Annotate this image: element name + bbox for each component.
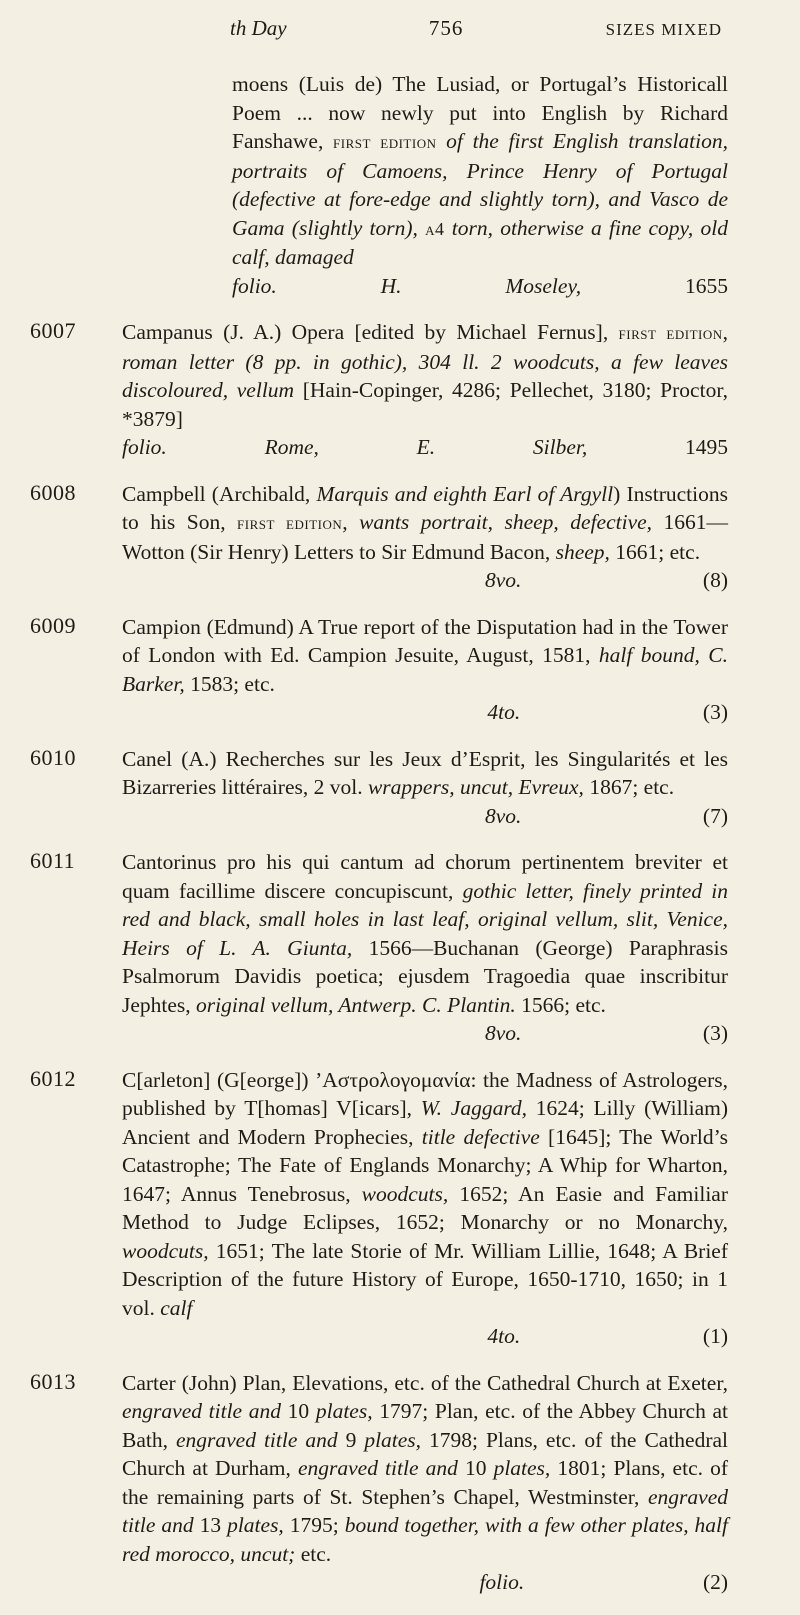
catalogue-entries <box>0 70 800 1615</box>
entry-text-run: 1652; An Easie and Familiar Method to Judge Eclipses, 1652; Monarchy or no Monarchy, <box>122 1181 729 1234</box>
entry-text-run: ) Instructions to his Son, <box>122 481 728 534</box>
entry-text-run: plates, <box>493 1456 551 1480</box>
entry-text-run: [Hain-Copinger, 4286; Pellechet, 3180; Proctor, *3879] <box>122 378 728 431</box>
entry-text-run: first edition <box>618 323 723 343</box>
entry-format-line <box>122 802 728 831</box>
entry-text-run: wrappers, uncut, Evreux, <box>367 775 584 799</box>
entry-text-run: Marquis and eighth Earl of Argyll <box>316 481 614 506</box>
lot-number: 6012 <box>30 1065 76 1091</box>
entry-text-run: W. Jaggard, <box>420 1096 528 1120</box>
entry-text-run: Campbell (Archibald, <box>122 481 317 506</box>
lot-number: 6007 <box>30 318 76 343</box>
format-imprint <box>122 1324 305 1348</box>
entry-text-run: 1583; etc. <box>184 671 275 696</box>
entry-text-run: 1797; Plan, etc. of the Abbey Church at Bath, <box>122 1399 729 1452</box>
entry-text-run: woodcuts, <box>361 1181 449 1206</box>
lot-number: 6013 <box>30 1368 76 1394</box>
format-size: 4to. <box>487 1324 521 1348</box>
page-header <box>230 16 722 41</box>
format-imprint <box>122 1570 301 1594</box>
format-size: 4to. <box>487 700 521 724</box>
entry-text-run: 1801; Plans, etc. of the remaining parts of St. Stephen’s Chapel, Westminster, <box>122 1456 728 1509</box>
entry-text-run: engraved title and <box>122 1484 728 1537</box>
lot-number: 6008 <box>30 479 76 505</box>
entry-format-line <box>122 566 728 595</box>
entry-text-run: engraved title and <box>175 1427 338 1452</box>
page-number: 756 <box>428 16 464 40</box>
entry-text-run: engraved title and <box>297 1456 458 1480</box>
entry-text-run: title defective <box>421 1124 540 1149</box>
catalogue-entry <box>0 1066 800 1351</box>
format-imprint <box>122 568 304 592</box>
format-imprint: folio. <box>232 273 277 298</box>
entry-text-run: plates, <box>227 1513 284 1537</box>
entry-description <box>122 745 728 831</box>
entry-text-run: 1566—Buchanan (George) Paraphrasis Psalmorum Davidis poetica; ejusdem Tragoedia quae inscribitur Jephtes, <box>122 935 728 1017</box>
format-count: 1655 <box>685 273 728 298</box>
entry-description <box>122 1066 728 1351</box>
format-size: H. Moseley, <box>380 273 582 298</box>
format-count: (1) <box>702 1324 728 1348</box>
format-imprint <box>122 700 305 724</box>
entry-format-line <box>232 272 728 301</box>
entry-text-run: Campanus (J. A.) Opera [edited by Michael Fernus], <box>122 320 619 344</box>
entry-text-run: Campion (Edmund) A True report of the Disputation had in the Tower of London with Ed. Campion Jesuite, August, 1581, <box>122 614 728 667</box>
running-head: th Day <box>230 16 287 40</box>
catalogue-entry <box>0 745 800 831</box>
entry-text-run: 1867; etc. <box>583 775 675 799</box>
entry-text-run: 1661; etc. <box>609 539 701 564</box>
format-count: (7) <box>702 803 728 828</box>
entry-text-run: Cantorinus pro his qui cantum ad chorum pertinentem breviter et quam facillime discere concupiscunt, <box>122 850 728 903</box>
lot-number: 6009 <box>30 612 76 638</box>
entry-text-run: C[arleton] (G[eorge]) ’Αστρολογομανία: the Madness of Astrologers, published by T[homas] V[icars], <box>122 1067 728 1120</box>
entry-text-run: 10 <box>457 1456 494 1480</box>
catalogue-entry <box>0 1369 800 1597</box>
entry-text-run: [1645]; The World’s Catastrophe; The Fate of Englands Monarchy; A Whip for Wharton, 1647; Annus Tenebrosus, <box>122 1124 728 1206</box>
entry-text-run: 13 <box>193 1513 228 1537</box>
entry-text-run: woodcuts, <box>122 1238 209 1263</box>
entry-text-run: 10 <box>281 1399 316 1423</box>
entry-description <box>122 848 728 1048</box>
entry-text-run: first edition <box>333 132 437 152</box>
entry-format-line <box>122 698 728 727</box>
catalogue-entry <box>0 613 800 727</box>
entry-description <box>122 613 728 727</box>
entry-text-run: 1795; <box>283 1513 345 1537</box>
lot-number: 6011 <box>30 848 76 873</box>
entry-format-line <box>122 1322 728 1351</box>
entry-format-line <box>122 433 728 462</box>
entry-text-run: 1566; etc. <box>515 992 606 1017</box>
format-imprint: folio. <box>122 435 167 459</box>
catalogue-entry <box>0 480 800 595</box>
entry-text-run: roman letter (8 pp. in gothic), 304 ll. 2 woodcuts, a few leaves discoloured, vellum <box>122 349 728 402</box>
format-count: (3) <box>702 1021 728 1045</box>
entry-text-run: 1798; Plans, etc. of the Cathedral Church at Durham, <box>122 1427 729 1480</box>
entry-text-run: bound together, with a few other plates, half red morocco, uncut; <box>122 1513 728 1566</box>
format-imprint <box>122 804 304 828</box>
entry-text-run: of the first English translation, portraits of Camoens, Prince Henry of Portugal (defective at fore-edge and slightly torn), and Vasco de Gama (slightly torn), <box>232 129 728 240</box>
entry-text-run: etc. <box>295 1541 332 1566</box>
entry-description <box>122 1369 728 1597</box>
format-size: Rome, E. Silber, <box>264 435 588 459</box>
entry-description <box>122 480 728 595</box>
entry-description <box>122 318 728 462</box>
format-count: (8) <box>702 568 728 592</box>
entry-text-run: 1624; Lilly (William) Ancient and Modern Prophecies, <box>122 1096 728 1149</box>
entry-format-line <box>122 1568 728 1597</box>
entry-text-run: 1651; The late Storie of Mr. William Lillie, 1648; A Brief Description of the future History of Europe, 1650-1710, 1650; in 1 vol. <box>122 1238 728 1320</box>
entry-text-run: a4 <box>425 218 445 239</box>
format-count: (3) <box>702 700 728 724</box>
format-count: (2) <box>702 1570 729 1594</box>
catalogue-entry <box>0 70 800 300</box>
entry-format-line <box>122 1019 728 1048</box>
format-size: 8vo. <box>485 1021 522 1045</box>
format-size: 8vo. <box>485 568 522 592</box>
entry-text-run: , <box>342 510 360 534</box>
catalogue-entry <box>0 848 800 1048</box>
catalogue-entry <box>0 318 800 462</box>
entry-text-run: wants portrait, sheep, defective, <box>359 510 653 534</box>
entry-text-run: 9 <box>337 1427 365 1452</box>
entry-text-run: , <box>722 320 728 344</box>
format-imprint <box>122 1021 304 1045</box>
entry-text-run: gothic letter, finely printed in red and black, small holes in last leaf, original vellum, slit, Venice, Heirs of L. A. Giunta, <box>122 878 728 960</box>
lot-number: 6010 <box>30 744 76 770</box>
entry-text-run: sheep, <box>555 539 610 564</box>
entry-text-run: moens (Luis de) The Lusiad, or Portugal’s Historicall Poem ... now newly put into English by Richard Fanshawe, <box>232 72 728 153</box>
entry-text-run: Canel (A.) Recherches sur les Jeux d’Esprit, les Singularités et les Bizarreries littéraires, 2 vol. <box>122 746 728 799</box>
entry-text-run: plates, <box>364 1427 422 1452</box>
entry-text-run: Carter (John) Plan, Elevations, etc. of the Cathedral Church at Exeter, <box>122 1370 728 1395</box>
entry-text-run: calf <box>160 1295 193 1320</box>
format-size: 8vo. <box>485 803 522 828</box>
section-heading: SIZES MIXED <box>605 20 722 39</box>
entry-text-run: plates, <box>315 1399 373 1423</box>
format-size: folio. <box>479 1570 525 1594</box>
entry-text-run: engraved title and <box>122 1399 282 1423</box>
entry-text-run: first edition <box>237 513 343 533</box>
entry-text-run: half bound, C. Barker, <box>122 643 728 696</box>
entry-description <box>232 70 728 300</box>
entry-text-run: original vellum, Antwerp. C. Plantin. <box>196 992 516 1017</box>
entry-text-run: torn, otherwise a fine copy, old calf, damaged <box>232 215 728 269</box>
entry-text-run: 1661—Wotton (Sir Henry) Letters to Sir Edmund Bacon, <box>122 510 729 564</box>
format-count: 1495 <box>685 435 729 459</box>
